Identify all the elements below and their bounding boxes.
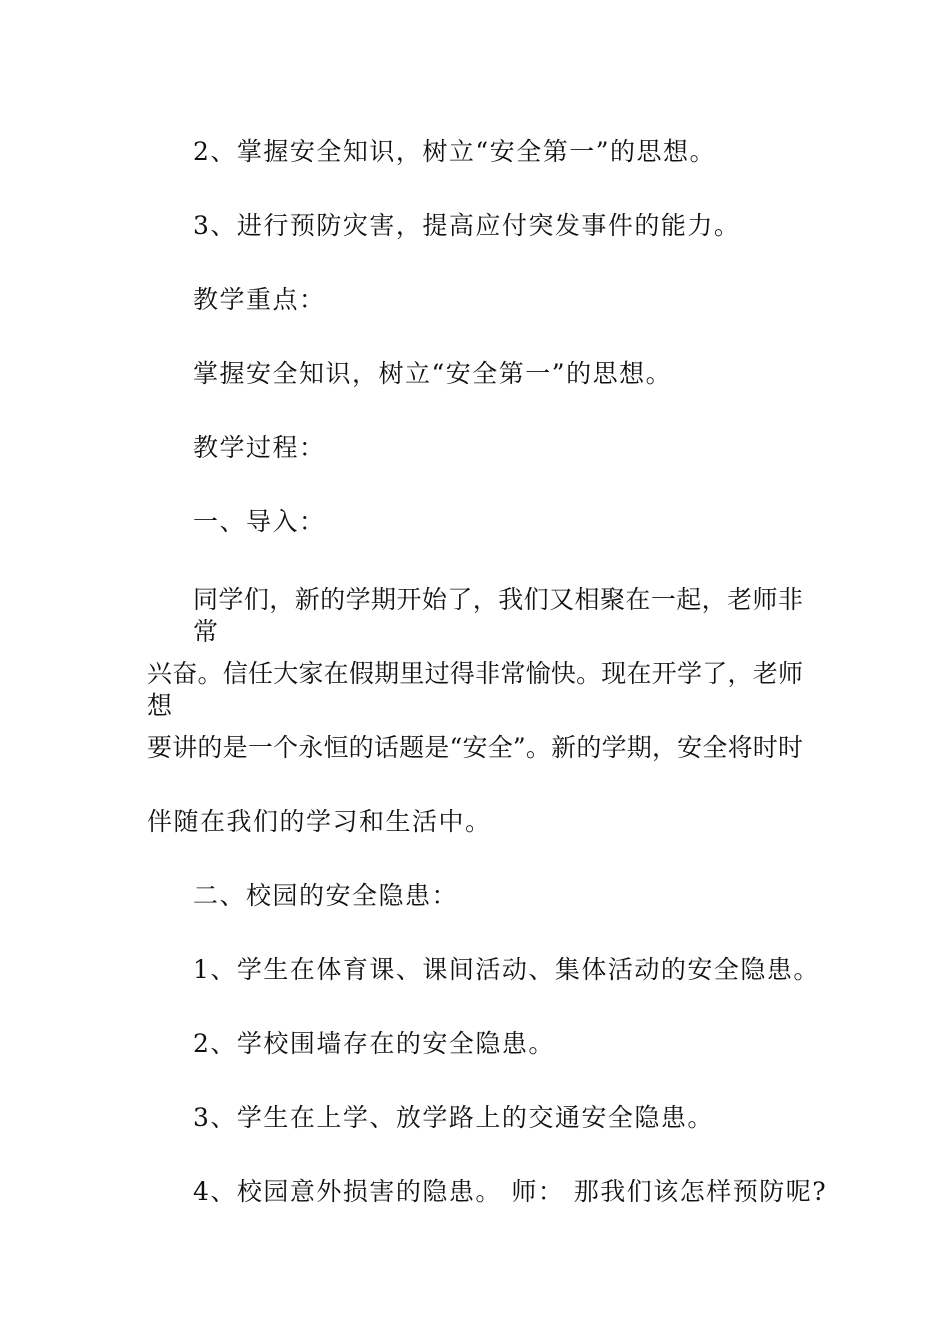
heading-key-points: 教学重点： [193, 285, 326, 314]
intro-paragraph-line-3: 要讲的是一个永恒的话题是“安全”。新的学期，安全将时时 [147, 733, 803, 762]
hazard-item-3: 3、学生在上学、放学路上的交通安全隐患。 [193, 1103, 714, 1132]
section-intro-heading: 一、导入： [193, 507, 326, 536]
objective-2: 2、掌握安全知识，树立“安全第一”的思想。 [193, 137, 716, 166]
hazard-item-1: 1、学生在体育课、课间活动、集体活动的安全隐患。 [193, 955, 820, 984]
section-hazards-heading: 二、校园的安全隐患： [193, 881, 459, 910]
hazard-item-2: 2、学校围墙存在的安全隐患。 [193, 1029, 555, 1058]
intro-paragraph-line-2: 兴奋。信任大家在假期里过得非常愉快。现在开学了，老师想 [147, 659, 803, 720]
key-point-text: 掌握安全知识，树立“安全第一”的思想。 [193, 359, 673, 388]
heading-teaching-process: 教学过程： [193, 433, 326, 462]
intro-paragraph-line-1: 同学们，新的学期开始了，我们又相聚在一起，老师非常 [193, 585, 803, 646]
hazard-item-4: 4、校园意外损害的隐患。 师： 那我们该怎样预防呢? [193, 1177, 828, 1206]
objective-3: 3、进行预防灾害，提高应付突发事件的能力。 [193, 211, 741, 240]
intro-paragraph-line-4: 伴随在我们的学习和生活中。 [147, 807, 492, 836]
